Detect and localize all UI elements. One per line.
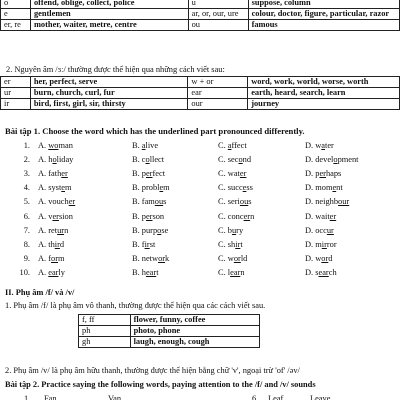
option-d: D. word [305,253,333,263]
exercise-1-item [0,240,400,252]
section-2-title: 2. Nguyên âm /ɜː/ thường được thể hiện qua những cách viết sau: [6,65,225,74]
option-c: C. concern [218,211,255,221]
option-b: B. famous [132,197,167,207]
table1-cell: er, re [1,19,31,30]
exercise-1-number: 2. [23,155,30,165]
exercise-1-number: 9. [23,253,30,263]
table3-cell: gh [79,336,131,347]
table2-cell: her, perfect, serve [30,77,188,88]
table1-cell: e [1,8,31,19]
table2-cell: burn, church, curl, fur [30,87,188,98]
option-c: C. affect [218,141,247,150]
exercise-1-item [0,226,400,238]
option-c: C. success [218,183,253,193]
table2-cell: earth, heard, search, learn [248,87,400,98]
option-d: D. mirror [305,239,337,249]
table3-cell: ph [79,325,131,336]
option-c: C. second [218,155,252,165]
table2-row [1,77,400,88]
table2-cell: er [1,77,31,88]
table1-cell: famous [248,19,399,30]
option-b: B. network [132,253,170,263]
option-a: A. third [38,239,65,249]
table3-cell: flower, funny, coffee [130,315,259,326]
option-b: B. collect [132,155,165,165]
table1-row [1,0,400,8]
option-a: A. holiday [38,155,74,165]
table1-cell: gentlemen [30,8,188,19]
table2-cell: ur [1,87,31,98]
option-d: D. neighbour [305,197,350,207]
option-d: D. search [305,267,337,277]
option-c: C. learn [218,267,245,277]
option-a: A. father [38,169,68,179]
exercise-1-number: 7. [23,225,30,235]
vowel-spelling-table-1 [0,0,400,31]
option-b: B. purpose [132,225,169,235]
exercise-1-item [0,155,400,167]
option-a: A. woman [38,141,73,150]
table1-cell: o [1,0,31,8]
table2-cell: word, work, world, worse, worth [248,77,400,88]
option-b: B. person [132,211,165,221]
option-c: C. bury [218,225,244,235]
table1-cell: ar, or, our, ure [188,8,248,19]
option-b: B. perfect [132,169,166,179]
table2-cell: w + or [188,77,248,88]
table3-row [79,315,260,326]
exercise-1-item [0,183,400,195]
exercise-1-number: 5. [23,197,30,207]
exercise-1-item [0,212,400,224]
table2-cell: journey [248,98,400,109]
table3-cell: photo, phone [130,325,259,336]
option-b: B. heart [132,267,159,277]
ex2-word-fan: Fan [44,394,57,400]
table1-cell: suppose, column [248,0,399,8]
option-a: A. return [38,225,69,235]
exercise-1-item [0,254,400,266]
option-d: D. waiter [305,211,337,221]
exercise-1-title: Bài tập 1. Choose the word which has the underlined part pronounced differently. [5,126,305,136]
table3-cell: f, ff [79,315,131,326]
exercise-1-number: 1. [23,141,30,150]
table3-row [79,325,260,336]
exercise-2-row [0,394,400,400]
f-sound-spelling-table [78,314,260,348]
option-a: A. system [38,183,72,193]
table2-cell: ir [1,98,31,109]
option-a: A. version [38,211,73,221]
table1-cell: mother, waiter, metre, centre [30,19,188,30]
section-II-2-text: 2. Phụ âm /v/ là phụ âm hữu thanh, thường được thể hiện bằng chữ 'v', ngoại trừ 'of' /əv/ [5,366,300,375]
table1-cell: colour, doctor, figure, particular, razor [248,8,399,19]
option-d: D. moment [305,183,343,193]
table3-cell: laugh, enough, cough [130,336,259,347]
option-d: D. development [305,155,359,165]
exercise-1-item [0,197,400,209]
exercise-1-item [0,169,400,181]
vowel-spelling-table-2 [0,76,400,110]
exercise-1-number: 4. [23,183,30,193]
ex2-num-6: 6. [252,394,259,400]
option-a: A. early [38,267,65,277]
option-c: C. serious [218,197,252,207]
exercise-1-number: 6. [23,211,30,221]
option-a: A. voucher [38,197,76,207]
table1-cell: ou [188,19,248,30]
option-c: C. world [218,253,248,263]
option-d: D. water [305,141,334,150]
exercise-2-title: Bài tập 2. Practice saying the following words, paying attention to the /f/ and /v/ sounds [5,380,316,389]
ex2-num-1: 1. [24,394,31,400]
exercise-1-number: 3. [23,169,30,179]
section-II-1-text: 1. Phụ âm /f/ là phụ âm vô thanh, thường được thể hiện qua các cách viết sau. [5,301,266,310]
option-c: C. shirt [218,239,243,249]
option-d: D. occur [305,225,334,235]
option-b: B. first [132,239,156,249]
exercise-1-number: 10. [19,267,30,277]
option-c: C. water [218,169,247,179]
table2-cell: ear [188,87,248,98]
table3-row [79,336,260,347]
option-a: A. form [38,253,65,263]
table1-cell: u [188,0,248,8]
option-b: B. alive [132,141,159,150]
table2-row [1,87,400,98]
section-II-title: II. Phụ âm /f/ và /v/ [5,288,75,297]
table2-cell: bird, first, girl, sir, thirsty [30,98,188,109]
exercise-1-item [0,268,400,280]
table2-cell: our [188,98,248,109]
ex2-word-van: Van [108,394,122,400]
option-b: B. problem [132,183,170,193]
exercise-1-item [0,141,400,153]
ex2-word-leave: Leave [310,394,331,400]
table1-cell: offend, oblige, collect, police [30,0,188,8]
table1-row [1,19,400,30]
exercise-1-number: 8. [23,239,30,249]
option-d: D. perhaps [305,169,342,179]
table1-row [1,8,400,19]
ex2-word-leaf: Leaf [268,394,284,400]
table2-row [1,98,400,109]
